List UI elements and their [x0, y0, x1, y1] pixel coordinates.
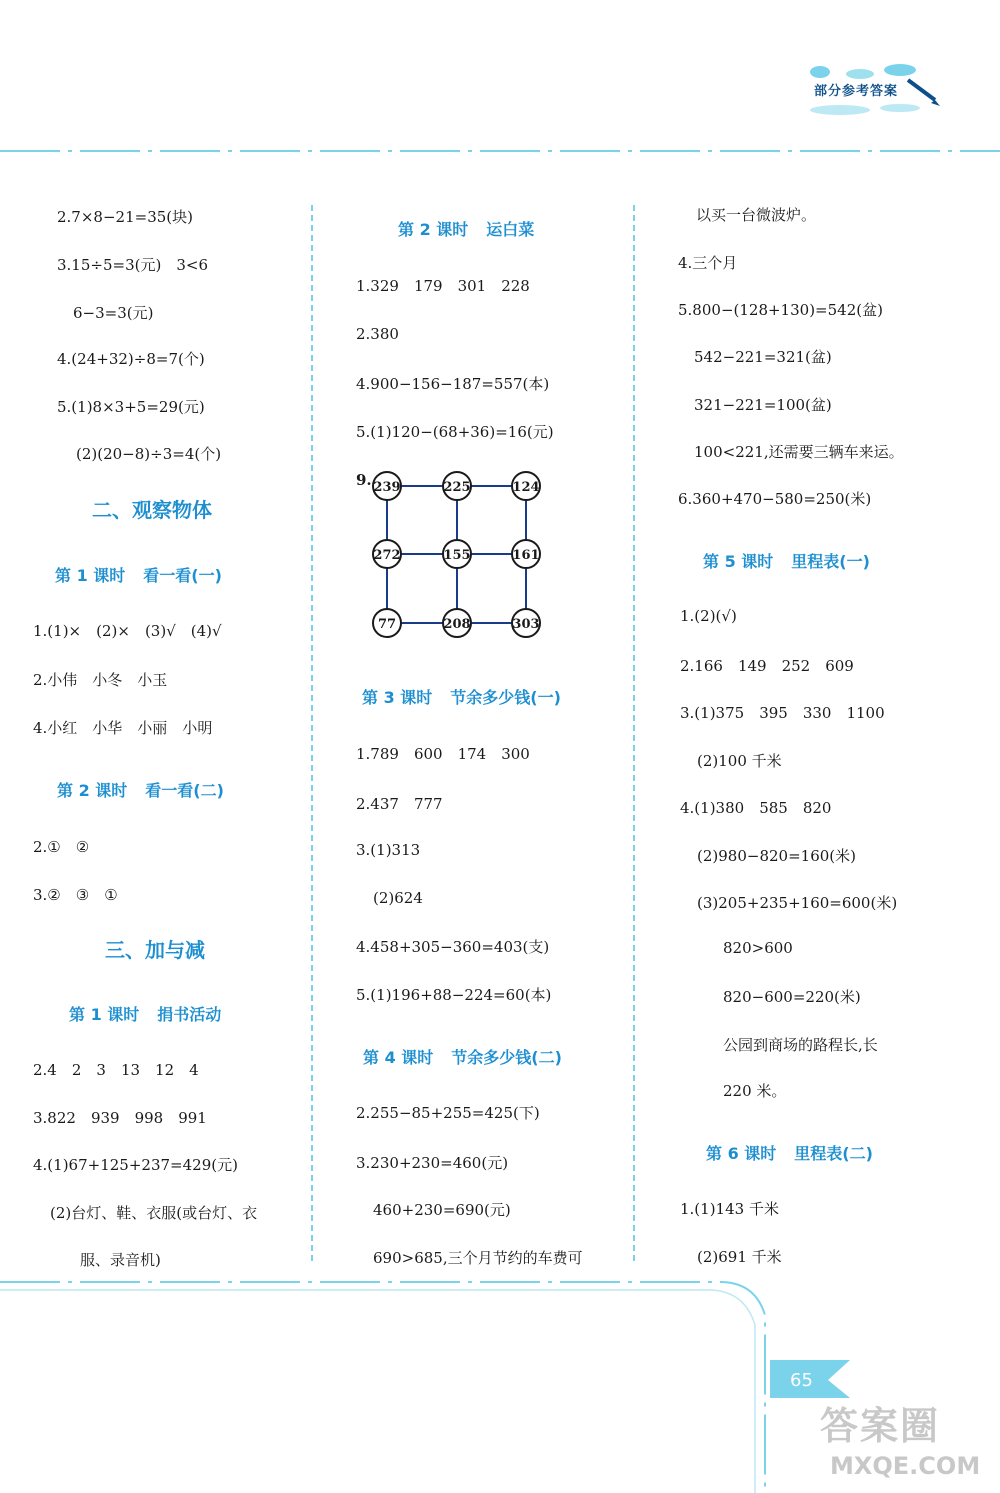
answer-line: (2)624: [373, 889, 423, 907]
lesson-name: 节余多少钱(二): [451, 1048, 562, 1067]
answer-line: 4.三个月: [678, 254, 738, 272]
answer-line: 321−221=100(盆): [694, 396, 832, 414]
lesson-name: 节余多少钱(一): [450, 688, 561, 707]
question-label: 9.: [356, 471, 372, 489]
answer-line: (2)100 千米: [697, 752, 782, 770]
answer-line: (2)980−820=160(米): [697, 847, 856, 865]
answer-line: 3.822 939 998 991: [33, 1109, 207, 1127]
answer-line: (2)(20−8)÷3=4(个): [76, 445, 222, 463]
page-number: 65: [790, 1370, 813, 1391]
answer-line: 3.② ③ ①: [33, 886, 118, 904]
answer-line: 220 米。: [723, 1082, 787, 1100]
answer-line: 2.166 149 252 609: [680, 657, 854, 675]
lesson-number: 第 2 课时: [57, 781, 128, 800]
answer-line: 690>685,三个月节约的车费可: [373, 1249, 583, 1267]
section-title: 二、观察物体: [92, 498, 212, 522]
answer-line: 4.458+305−360=403(支): [356, 938, 550, 956]
lesson-number: 第 6 课时: [706, 1144, 777, 1163]
column-divider-2: [632, 205, 636, 1265]
lesson-title: [363, 1045, 562, 1068]
answer-line: 2.437 777: [356, 795, 443, 813]
lesson-title: [706, 1141, 873, 1164]
grid-node-value: 161: [512, 548, 540, 563]
grid-node-value: 225: [443, 480, 471, 495]
answer-line: (3)205+235+160=600(米): [697, 894, 898, 912]
answer-line: 以买一台微波炉。: [696, 206, 817, 224]
answer-line: 460+230=690(元): [373, 1201, 511, 1219]
answer-line: 3.15÷5=3(元) 3<6: [57, 256, 208, 274]
lesson-title: [362, 685, 561, 708]
answer-line: 服、录音机): [80, 1251, 161, 1269]
answer-line: 2.4 2 3 13 12 4: [33, 1061, 199, 1079]
answer-line: 4.(24+32)÷8=7(个): [57, 350, 205, 368]
column-divider-1: [310, 205, 314, 1265]
lesson-title: [398, 217, 534, 240]
grid-node-value: 303: [512, 617, 540, 632]
lesson-number: 第 3 课时: [362, 688, 433, 707]
grid-node-value: 272: [373, 548, 401, 563]
answer-line: 542−221=321(盆): [694, 348, 832, 366]
grid-node-value: 239: [373, 480, 401, 495]
answer-line: 公园到商场的路程长,长: [723, 1036, 878, 1054]
answer-line: 5.(1)196+88−224=60(本): [356, 986, 552, 1004]
answer-line: 6.360+470−580=250(米): [678, 490, 872, 508]
header-badge: [800, 60, 950, 120]
answer-line: 2.255−85+255=425(下): [356, 1104, 540, 1122]
lesson-title: [703, 549, 870, 572]
section-title: 三、加与减: [105, 938, 205, 962]
lesson-name: 里程表(一): [791, 552, 870, 571]
answer-line: 1.329 179 301 228: [356, 277, 530, 295]
grid-node-value: 77: [377, 617, 397, 632]
answer-line: 2.7×8−21=35(块): [57, 208, 193, 226]
answer-line: 4.900−156−187=557(本): [356, 375, 550, 393]
answer-line: 4.(1)67+125+237=429(元): [33, 1156, 238, 1174]
lesson-name: 看一看(一): [143, 566, 222, 585]
answer-line: 5.(1)120−(68+36)=16(元): [356, 423, 554, 441]
lesson-number: 第 1 课时: [55, 566, 126, 585]
lesson-number: 第 2 课时: [398, 220, 469, 239]
header-badge-label: 部分参考答案: [814, 84, 899, 99]
answer-line: 2.① ②: [33, 838, 90, 856]
answer-line: 820>600: [723, 939, 793, 957]
lesson-number: 第 5 课时: [703, 552, 774, 571]
number-grid: [360, 470, 560, 640]
grid-node-value: 155: [443, 548, 471, 563]
lesson-name: 里程表(二): [794, 1144, 873, 1163]
answer-line: 1.(1)× (2)× (3)√ (4)√: [33, 622, 222, 640]
lesson-number: 第 1 课时: [69, 1005, 140, 1024]
answer-line: 820−600=220(米): [723, 988, 861, 1006]
answer-line: 5.800−(128+130)=542(盆): [678, 301, 883, 319]
lesson-name: 运白菜: [486, 220, 535, 239]
lesson-title: [57, 778, 224, 801]
answer-line: 1.(2)(√): [680, 607, 737, 625]
answer-line: 1.(1)143 千米: [680, 1200, 779, 1218]
answer-line: (2)台灯、鞋、衣服(或台灯、衣: [50, 1204, 258, 1222]
answer-line: (2)691 千米: [697, 1248, 782, 1266]
answer-line: 5.(1)8×3+5=29(元): [57, 398, 205, 416]
watermark-url: MXQE.COM: [830, 1452, 981, 1480]
lesson-name: 捐书活动: [157, 1005, 222, 1024]
answer-line: 3.230+230=460(元): [356, 1154, 509, 1172]
answer-line: 3.(1)375 395 330 1100: [680, 704, 885, 722]
lesson-name: 看一看(二): [145, 781, 224, 800]
answer-line: 4.(1)380 585 820: [680, 799, 832, 817]
answer-line: 2.小伟 小冬 小玉: [33, 671, 168, 689]
lesson-title: [69, 1002, 221, 1025]
answer-line: 100<221,还需要三辆车来运。: [694, 443, 904, 461]
grid-node-value: 208: [443, 617, 471, 632]
top-divider: [0, 145, 1000, 157]
answer-line: 1.789 600 174 300: [356, 745, 530, 763]
answer-line: 4.小红 小华 小丽 小明: [33, 719, 213, 737]
lesson-title: [55, 563, 222, 586]
answer-line: 3.(1)313: [356, 841, 421, 859]
answer-line: 6−3=3(元): [73, 304, 154, 322]
answer-line: 2.380: [356, 325, 399, 343]
grid-node-value: 124: [512, 480, 540, 495]
watermark: 答案圈: [820, 1404, 941, 1448]
lesson-number: 第 4 课时: [363, 1048, 434, 1067]
